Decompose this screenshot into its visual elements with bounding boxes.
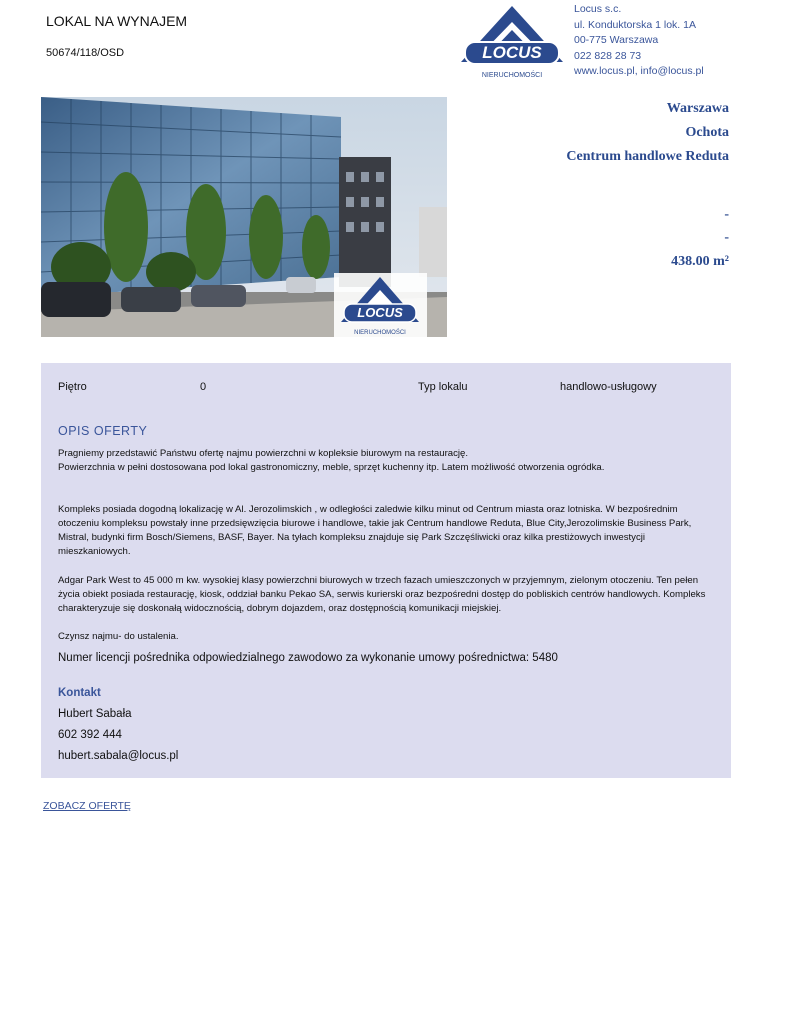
photo-watermark-tagline: NIERUCHOMOŚCI [354,330,406,336]
description-paragraph-2: Kompleks posiada dogodną lokalizację w Al. Jerozolimskich , w odległości zaledwie kilku minut od Centrum miasta oraz lotniska. W bezpośrednim otoczeniu kompleksu powstały inne przedsięwzięcia biurowe i handlowe, takie jak Centrum handlowe Reduta, Blue City,Jerozolimskie Business Park, Mistral, budynki firm Bosch/Siemens, BASF, Bayer. Na tyłach kompleksu znajduje się Park Szczęśliwicki oraz kilka prestiżowych inwestycji mieszkaniowych. [58,504,692,557]
contact-email: hubert.sabala@locus.pl [58,750,179,762]
description-heading: OPIS OFERTY [58,424,148,438]
description-line: Powierzchnia w pełni dostosowana pod lokal gastronomiczny, meble, sprzęt kuchenny itp. Latem możliwość otworzenia ogródka. [58,462,605,473]
locus-logo [459,4,565,82]
document-title: LOKAL NA WYNAJEM [46,13,188,29]
location-city: Warszawa [666,101,729,116]
contact-name: Hubert Sabała [58,708,132,720]
description-paragraph-3: Adgar Park West to 45 000 m kw. wysokiej klasy powierzchni biurowych w trzech fazach umieszczonych w przyjemnym, zielonym otoczeniu. Ten pełen życia obiekt posiada restaurację, kiosk, oddział banku Pekao SA, serwis kurierski oraz bezpośredni dostęp do pobliskich centrów handlowych. Kompleks charakteryzuje się doskonałą widocznością, dobrym dojazdem, oraz dostępnością komunikacji miejskiej. [58,575,706,614]
location-field-empty-1: - [724,207,729,222]
reference-number: 50674/118/OSD [46,47,125,59]
company-city: 00-775 Warszawa [574,34,659,46]
location-district: Ochota [685,125,729,140]
company-street: ul. Konduktorska 1 lok. 1A [574,18,696,31]
description-rent-note: Czynsz najmu- do ustalenia. [58,631,179,642]
locus-logo-icon [459,4,565,82]
floor-value: 0 [200,381,207,393]
company-info [574,2,704,80]
location-place: Centrum handlowe Reduta [566,149,729,164]
property-photo [41,97,447,337]
location-field-empty-2: - [724,230,729,245]
logo-wordmark: LOCUS [482,43,542,62]
broker-license: Numer licencji pośrednika odpowiedzialnego zawodowo za wykonanie umowy pośrednictwa: 5480 [58,652,558,664]
property-type-value: handlowo-usługowy [560,381,657,393]
property-type-label: Typ lokalu [418,381,468,393]
photo-watermark-wordmark: LOCUS [357,305,403,320]
logo-tagline: NIERUCHOMOŚCI [481,72,543,79]
contact-phone: 602 392 444 [58,729,122,741]
description-line: Pragniemy przedstawić Państwu ofertę najmu powierzchni w kopleksie biurowym na restaurację. [58,448,469,459]
company-name: Locus s.c. [574,3,622,15]
building-photo-image [41,97,447,337]
description-paragraph-1 [58,447,720,475]
property-area: 438.00 m² [671,254,729,269]
company-phone: 022 828 28 73 [574,49,642,62]
see-offer-link[interactable]: ZOBACZ OFERTĘ [43,800,131,812]
company-web: www.locus.pl, info@locus.pl [574,65,704,77]
contact-heading: Kontakt [58,687,101,699]
floor-label: Piętro [58,381,87,393]
